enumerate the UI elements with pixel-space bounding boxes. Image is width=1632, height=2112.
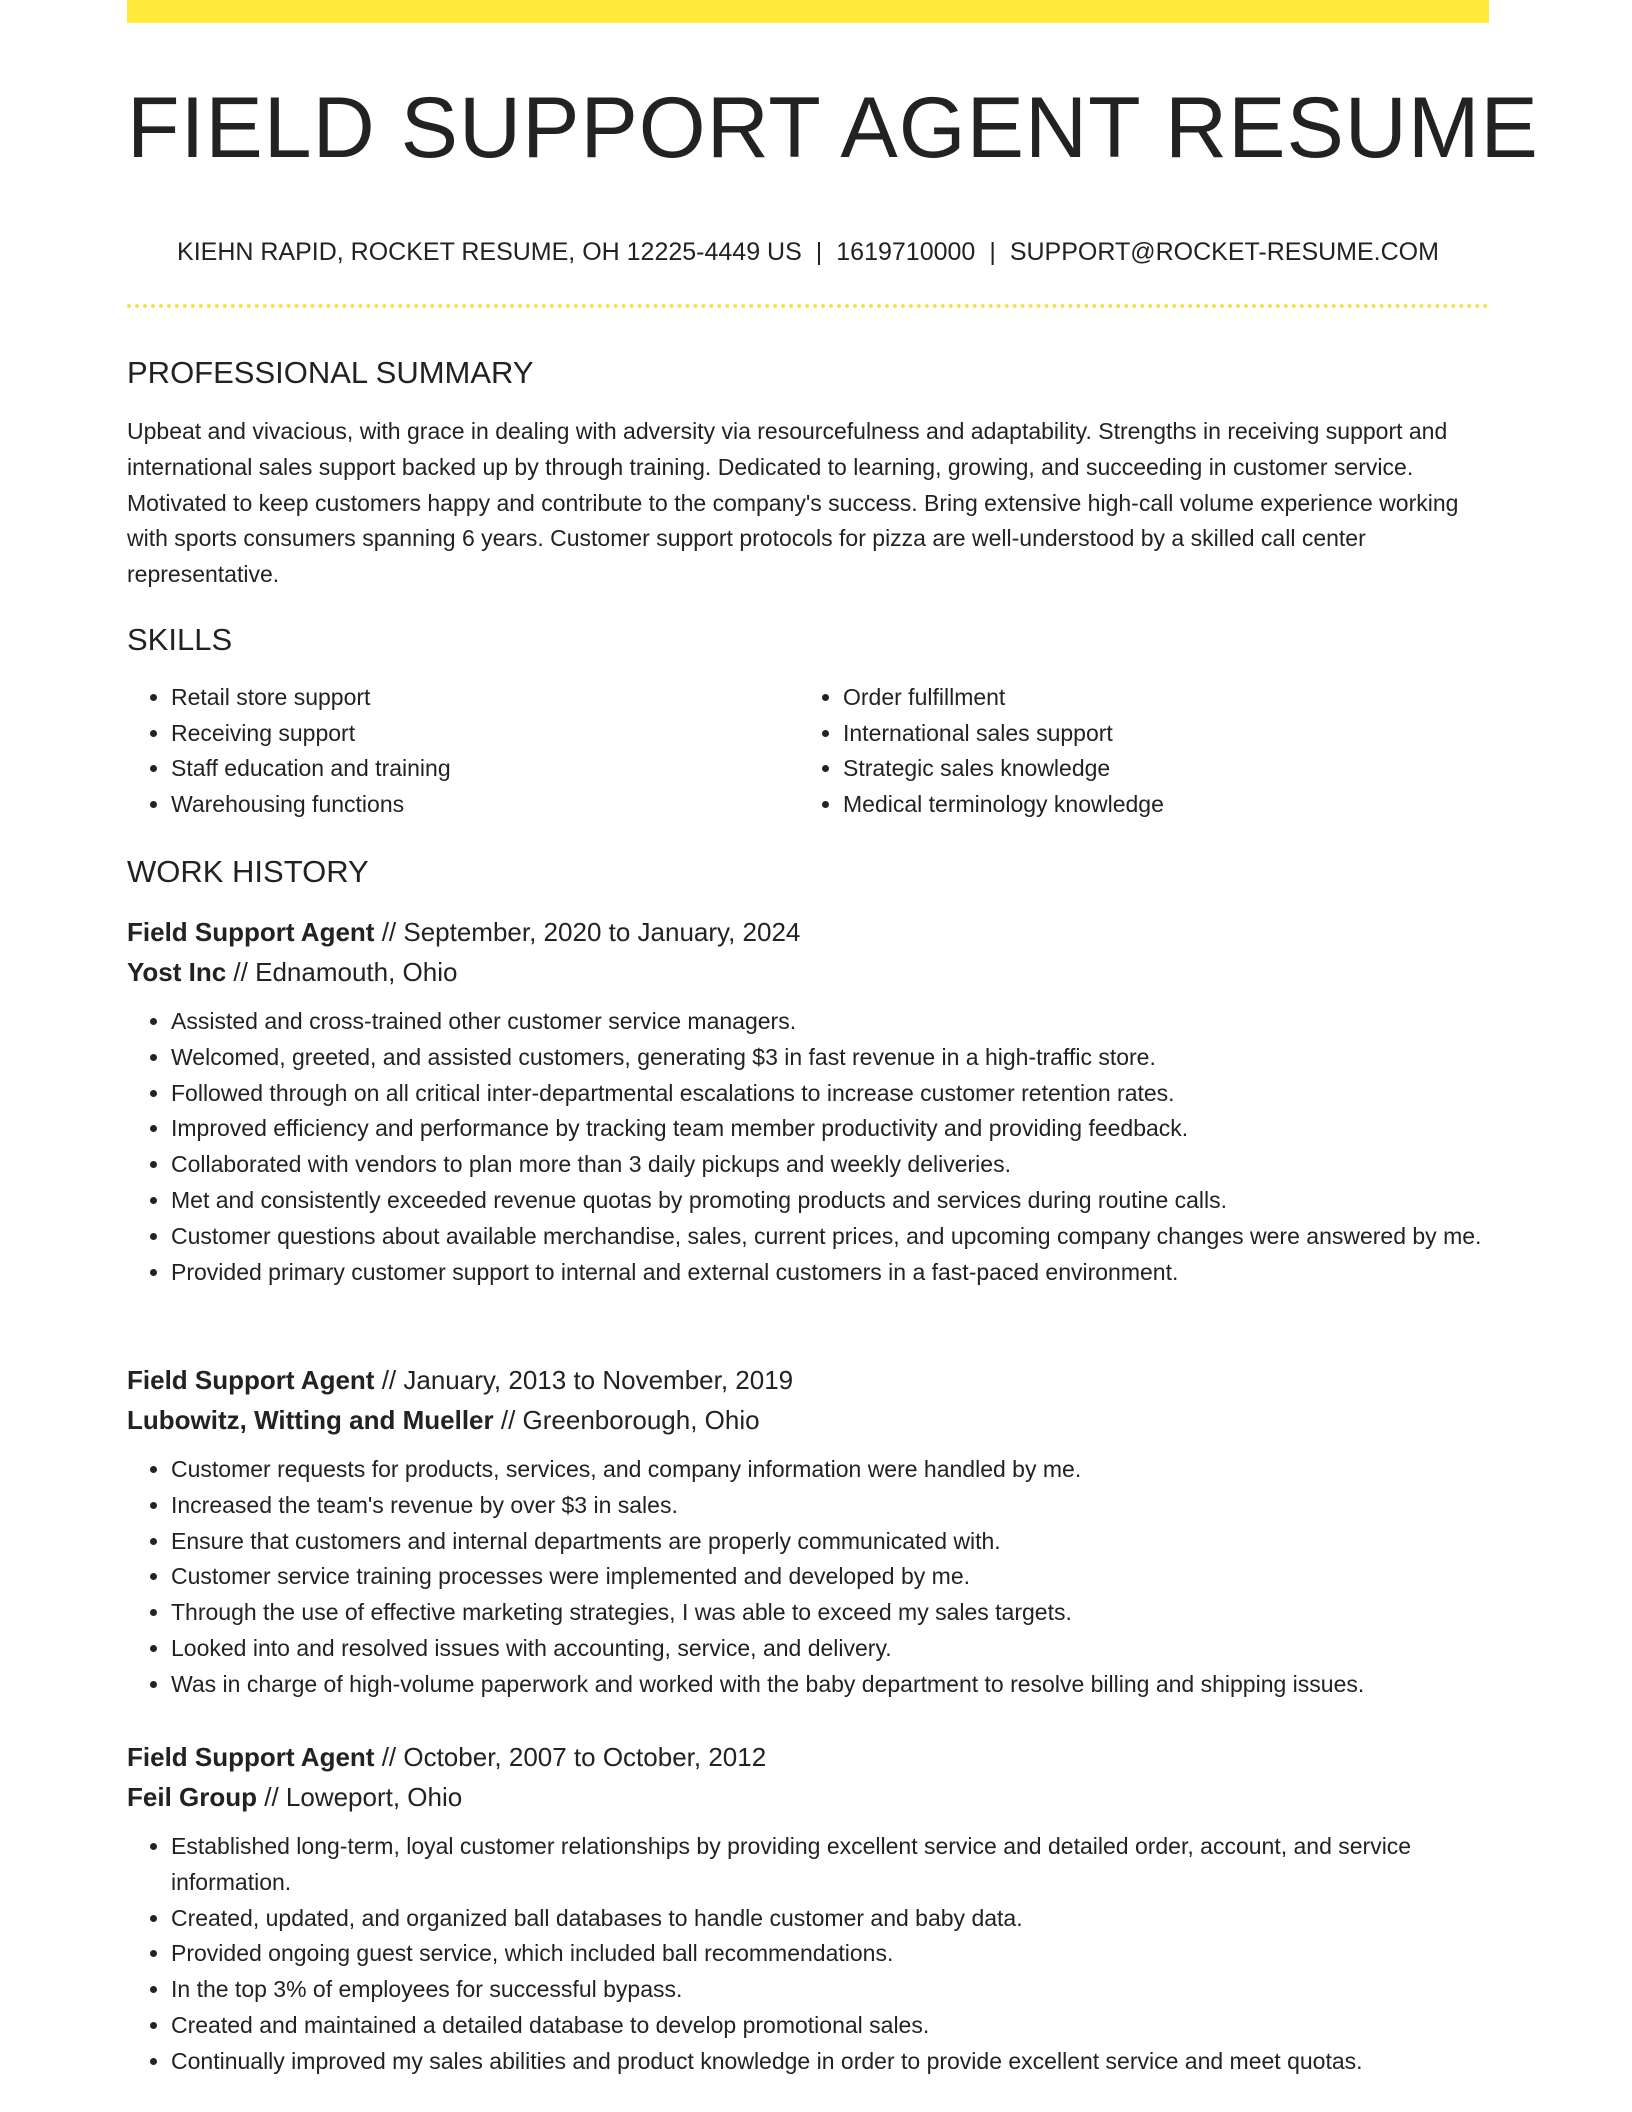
job-title-line bbox=[127, 912, 1489, 952]
list-item: • Created, updated, and organized ball databases to handle customer and baby data. bbox=[171, 1901, 1489, 1937]
list-item: • Through the use of effective marketing strategies, I was able to exceed my sales targets. bbox=[171, 1595, 1489, 1631]
job-bullets bbox=[127, 1829, 1489, 2080]
skill-item: • Retail store support bbox=[171, 680, 811, 716]
job-location: // Greenborough, Ohio bbox=[493, 1405, 760, 1435]
list-item: • Customer requests for products, services, and company information were handled by me. bbox=[171, 1452, 1489, 1488]
list-item: • Was in charge of high-volume paperwork and worked with the baby department to resolve billing and shipping issues. bbox=[171, 1667, 1489, 1703]
skill-item: • International sales support bbox=[843, 716, 1483, 752]
job-dates: // September, 2020 to January, 2024 bbox=[374, 917, 801, 947]
job-entry bbox=[127, 912, 1489, 1290]
skill-item: • Order fulfillment bbox=[843, 680, 1483, 716]
skill-item: • Strategic sales knowledge bbox=[843, 751, 1483, 787]
contact-separator: | bbox=[815, 238, 823, 266]
skills-column-left bbox=[127, 680, 811, 823]
contact-phone: 1619710000 bbox=[836, 238, 976, 266]
job-company: Feil Group bbox=[127, 1782, 257, 1812]
list-item: • Followed through on all critical inter-departmental escalations to increase customer retention rates. bbox=[171, 1076, 1489, 1112]
list-item: • Provided ongoing guest service, which included ball recommendations. bbox=[171, 1936, 1489, 1972]
list-item: • Provided primary customer support to internal and external customers in a fast-paced environment. bbox=[171, 1255, 1489, 1291]
job-company-line bbox=[127, 1400, 1489, 1440]
accent-bar bbox=[127, 0, 1489, 23]
skill-item: • Warehousing functions bbox=[171, 787, 811, 823]
list-item: • Established long-term, loyal customer relationships by providing excellent service and detailed order, account, and service information. bbox=[171, 1829, 1489, 1901]
list-item: • Created and maintained a detailed database to develop promotional sales. bbox=[171, 2008, 1489, 2044]
contact-separator: | bbox=[989, 238, 996, 266]
job-title: Field Support Agent bbox=[127, 1742, 375, 1772]
job-company-line bbox=[127, 1777, 1489, 1817]
list-item: • Met and consistently exceeded revenue quotas by promoting products and services during routine calls. bbox=[171, 1183, 1489, 1219]
contact-line bbox=[127, 235, 1489, 269]
list-item: • Collaborated with vendors to plan more than 3 daily pickups and weekly deliveries. bbox=[171, 1147, 1489, 1183]
job-company: Yost Inc bbox=[127, 957, 227, 987]
list-item: • Ensure that customers and internal departments are properly communicated with. bbox=[171, 1524, 1489, 1560]
list-item: • Continually improved my sales abilities and product knowledge in order to provide excellent service and meet quotas. bbox=[171, 2044, 1489, 2080]
job-company-line bbox=[127, 952, 1489, 992]
skill-item: • Receiving support bbox=[171, 716, 811, 752]
list-item: • Increased the team's revenue by over $3 in sales. bbox=[171, 1488, 1489, 1524]
list-item: • Welcomed, greeted, and assisted customers, generating $3 in fast revenue in a high-traffic store. bbox=[171, 1040, 1489, 1076]
list-item: • Looked into and resolved issues with accounting, service, and delivery. bbox=[171, 1631, 1489, 1667]
job-company: Lubowitz, Witting and Mueller bbox=[127, 1405, 494, 1435]
work-heading: WORK HISTORY bbox=[127, 854, 369, 889]
summary-text: Upbeat and vivacious, with grace in dealing with adversity via resourcefulness and adaptability. Strengths in receiving support and international sales support backed up by through training. Dedicated to learning, growing, and succeeding in customer service. Motivated to keep customers happy and contribute to the company's success. Bring extensive high-call volume experience working with sports consumers spanning 6 years. Customer support protocols for pizza are well-understood by a skilled call center representative. bbox=[127, 418, 1459, 588]
summary-heading: PROFESSIONAL SUMMARY bbox=[127, 355, 534, 390]
job-entry bbox=[127, 1360, 1489, 1703]
list-item: • Customer questions about available merchandise, sales, current prices, and upcoming company changes were answered by me. bbox=[171, 1219, 1489, 1255]
job-dates: // January, 2013 to November, 2019 bbox=[374, 1365, 794, 1395]
skills-column-right bbox=[799, 680, 1483, 823]
list-item: • Assisted and cross-trained other customer service managers. bbox=[171, 1004, 1489, 1040]
list-item: • Improved efficiency and performance by tracking team member productivity and providing feedback. bbox=[171, 1111, 1489, 1147]
job-location: // Loweport, Ohio bbox=[257, 1782, 463, 1812]
job-title: Field Support Agent bbox=[127, 1365, 375, 1395]
job-title: Field Support Agent bbox=[127, 917, 375, 947]
skills-heading: SKILLS bbox=[127, 622, 233, 657]
contact-email: SUPPORT@ROCKET-RESUME.COM bbox=[1009, 238, 1439, 266]
dotted-divider bbox=[127, 304, 1489, 308]
job-bullets bbox=[127, 1004, 1489, 1290]
skill-item: • Staff education and training bbox=[171, 751, 811, 787]
job-location: // Ednamouth, Ohio bbox=[226, 957, 458, 987]
contact-address: KIEHN RAPID, ROCKET RESUME, OH 12225-4449 US bbox=[177, 238, 802, 266]
job-bullets bbox=[127, 1452, 1489, 1703]
list-item: • Customer service training processes were implemented and developed by me. bbox=[171, 1559, 1489, 1595]
job-entry bbox=[127, 1737, 1489, 2080]
job-dates: // October, 2007 to October, 2012 bbox=[374, 1742, 767, 1772]
page-title: FIELD SUPPORT AGENT RESUME bbox=[127, 80, 1539, 176]
job-title-line bbox=[127, 1737, 1489, 1777]
job-title-line bbox=[127, 1360, 1489, 1400]
skill-item: • Medical terminology knowledge bbox=[843, 787, 1483, 823]
list-item: • In the top 3% of employees for successful bypass. bbox=[171, 1972, 1489, 2008]
